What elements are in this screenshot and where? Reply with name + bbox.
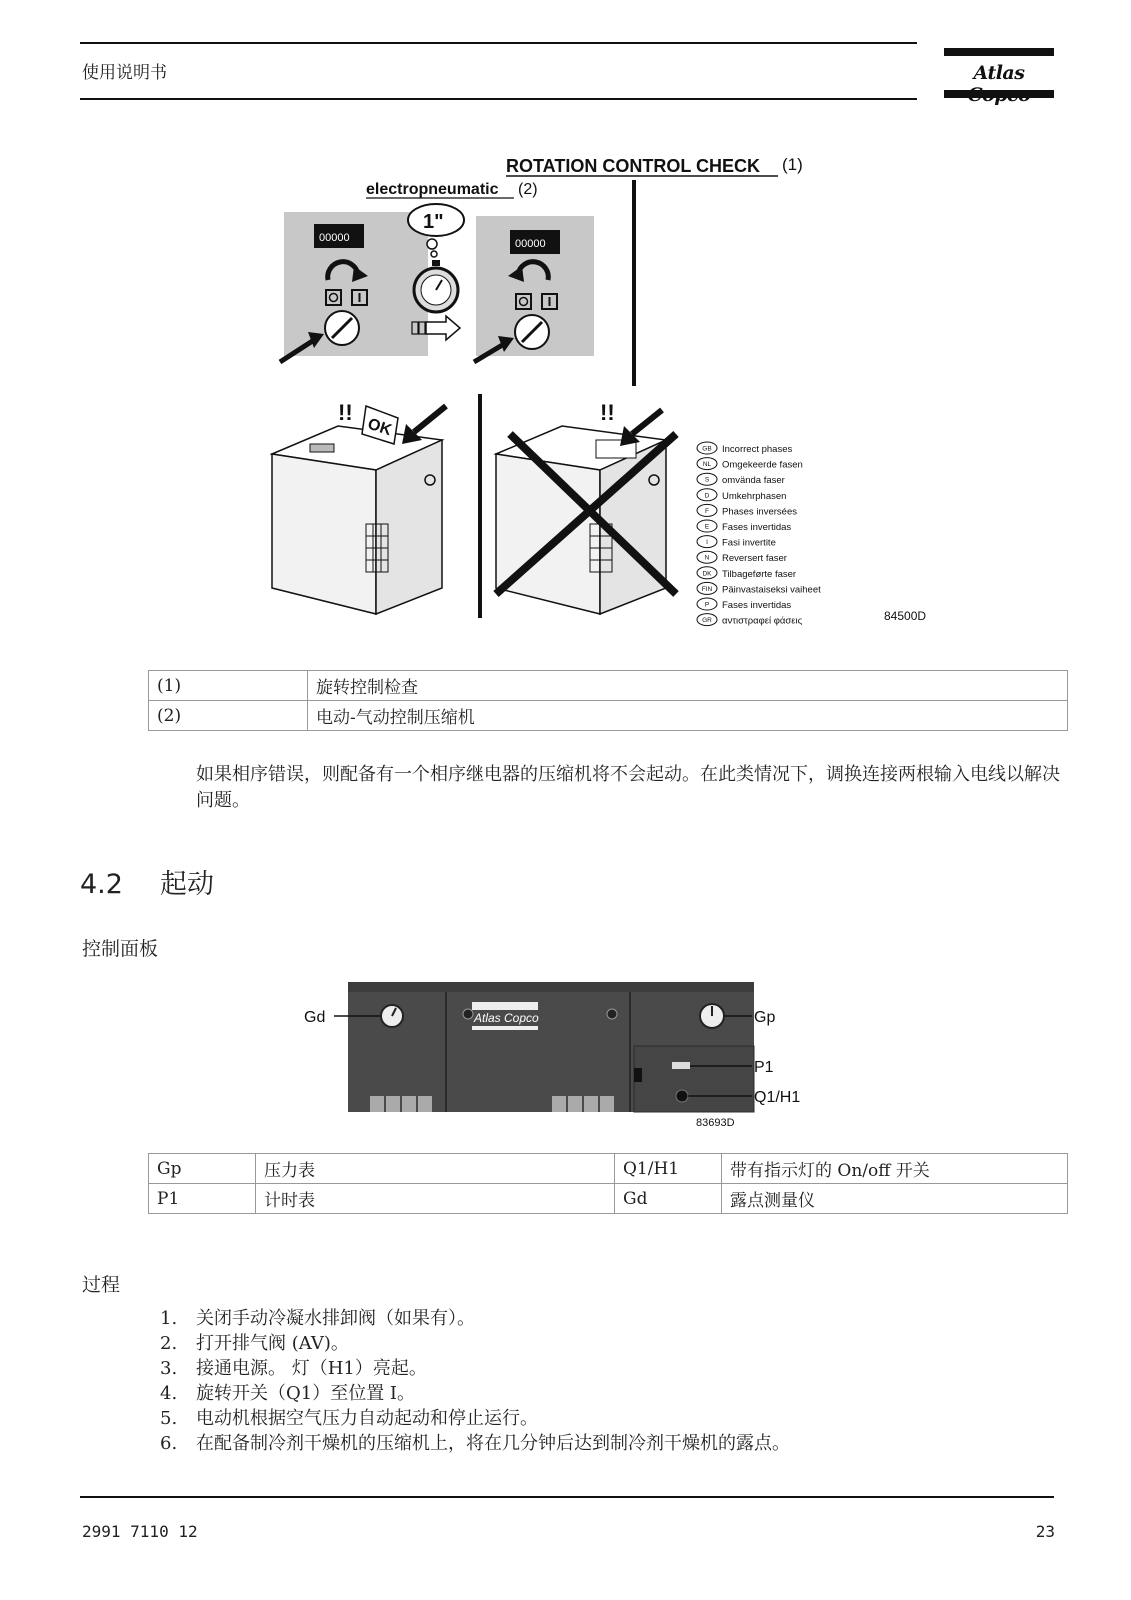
phase-code: S [704,476,710,484]
legend-code: Q1/H1 [615,1154,722,1184]
legend-desc: 压力表 [256,1154,615,1184]
compressor-wrong [496,400,676,614]
step-text: 电动机根据空气压力自动起动和停止运行。 [196,1408,538,1429]
step-number: 3. [160,1358,178,1379]
legend-desc: 计时表 [256,1184,615,1214]
figure-ref-code: 84500D [884,609,927,623]
legend-code: P1 [149,1184,256,1214]
phase-text: Phases inversées [722,506,797,518]
legend-desc: 旋转控制检查 [308,671,1068,701]
figure-title-ref: (1) [782,155,803,174]
table-row [149,671,1068,701]
control-panel-heading: 控制面板 [82,938,159,960]
on-off-switch [676,1090,688,1102]
legend-code: Gd [615,1184,722,1214]
brand-logo [944,48,1054,100]
rotation-check-figure [270,148,970,648]
list-item [160,1431,790,1456]
legend-ref: (2) [149,701,308,731]
figure-title: ROTATION CONTROL CHECK [506,156,760,176]
legend-code: Gp [149,1154,256,1184]
footer-rule [80,1496,1054,1498]
step-number: 6. [160,1433,178,1454]
step-text: 打开排气阀 (AV)。 [196,1333,349,1354]
phase-code: E [704,523,710,531]
label-p1: P1 [754,1059,774,1076]
timer-label: 1" [423,211,444,233]
legend-desc: 电动-气动控制压缩机 [308,701,1068,731]
panel-logo-text: Atlas Copco [474,1011,539,1025]
compressor-ok [272,400,446,614]
legend-desc: 露点测量仪 [722,1184,1068,1214]
step-number: 1. [160,1308,178,1329]
phase-text: αντιστραφεί φάσεις [722,615,803,627]
figure-legend-table [148,670,1068,731]
warning-left: !! [338,400,353,425]
label-gd: Gd [304,1009,326,1026]
section-heading [80,862,214,901]
table-row [149,701,1068,731]
phase-code: GB [702,445,712,453]
phase-text: Umkehrphasen [722,490,787,502]
table-row [149,1184,1068,1214]
phase-code: FIN [701,585,713,593]
phase-text: Päinvastaiseksi vaiheet [722,584,821,596]
phase-text: Fases invertidas [722,522,792,533]
legend-ref: (1) [149,671,308,701]
table-row [149,1154,1068,1184]
step-text: 接通电源。 灯（H1）亮起。 [196,1358,427,1379]
phase-text: Fasi invertite [722,537,776,549]
list-item [160,1331,790,1356]
phase-text: Tilbageførte faser [722,568,797,580]
hour-counter [672,1062,690,1069]
control-panel-figure [300,978,840,1130]
procedure-heading: 过程 [82,1274,121,1296]
phase-code: DK [702,570,712,578]
label-q1h1: Q1/H1 [754,1089,801,1106]
list-item [160,1381,790,1406]
phase-code: NL [702,461,712,469]
ok-label: OK [365,415,394,440]
step-text: 在配备制冷剂干燥机的压缩机上，将在几分钟后达到制冷剂干燥机的露点。 [196,1433,790,1454]
phase-text: Incorrect phases [722,444,793,455]
dewpoint-gauge [381,1005,403,1027]
step-number: 4. [160,1383,178,1404]
step-number: 5. [160,1408,178,1429]
label-gp: Gp [754,1009,776,1026]
figure-subtitle-ref: (2) [518,181,538,198]
panel-right [474,216,594,362]
phase-text: Reversert faser [722,553,787,565]
brand-logo-text: Atlas [973,62,1025,84]
phase-language-list [697,442,821,627]
list-item [160,1406,790,1431]
phase-code: D [704,492,710,500]
header-top-rule [80,42,917,44]
phase-code: F [705,507,709,515]
phase-code: GR [702,617,712,625]
header-bottom-rule [80,98,917,100]
counter-digits-right: 00000 [515,238,546,250]
phase-text: Fases invertidas [722,600,792,611]
step-text: 旋转开关（Q1）至位置 I。 [196,1383,416,1404]
legend-desc: 带有指示灯的 On/off 开关 [722,1154,1068,1184]
list-item [160,1356,790,1381]
figure-subtitle: electropneumatic [366,181,499,198]
pressure-gauge [700,1004,724,1028]
panel-ref-code: 83693D [696,1117,735,1129]
panel-left [280,212,428,362]
phase-sequence-paragraph: 如果相序错误，则配备有一个相序继电器的压缩机将不会起动。在此类情况下，调换连接两根输入电线以解决问题。 [196,764,1060,811]
phase-code: N [704,554,710,562]
warning-right: !! [600,400,615,425]
page-number: 23 [1035,1522,1055,1541]
control-panel-legend-table [148,1153,1068,1214]
phase-code: P [704,601,710,609]
list-item [160,1306,790,1331]
step-number: 2. [160,1333,178,1354]
counter-digits-left: 00000 [319,232,350,244]
procedure-steps [160,1306,790,1456]
section-title: 起动 [160,869,214,900]
header-title: 使用说明书 [82,63,167,83]
phase-text: omvända faser [722,475,785,487]
section-number: 4.2 [80,869,123,900]
phase-code: I [706,539,708,547]
step-text: 关闭手动冷凝水排卸阀（如果有）。 [196,1308,475,1329]
doc-number: 2991 7110 12 [82,1522,198,1541]
phase-text: Omgekeerde fasen [722,459,803,471]
